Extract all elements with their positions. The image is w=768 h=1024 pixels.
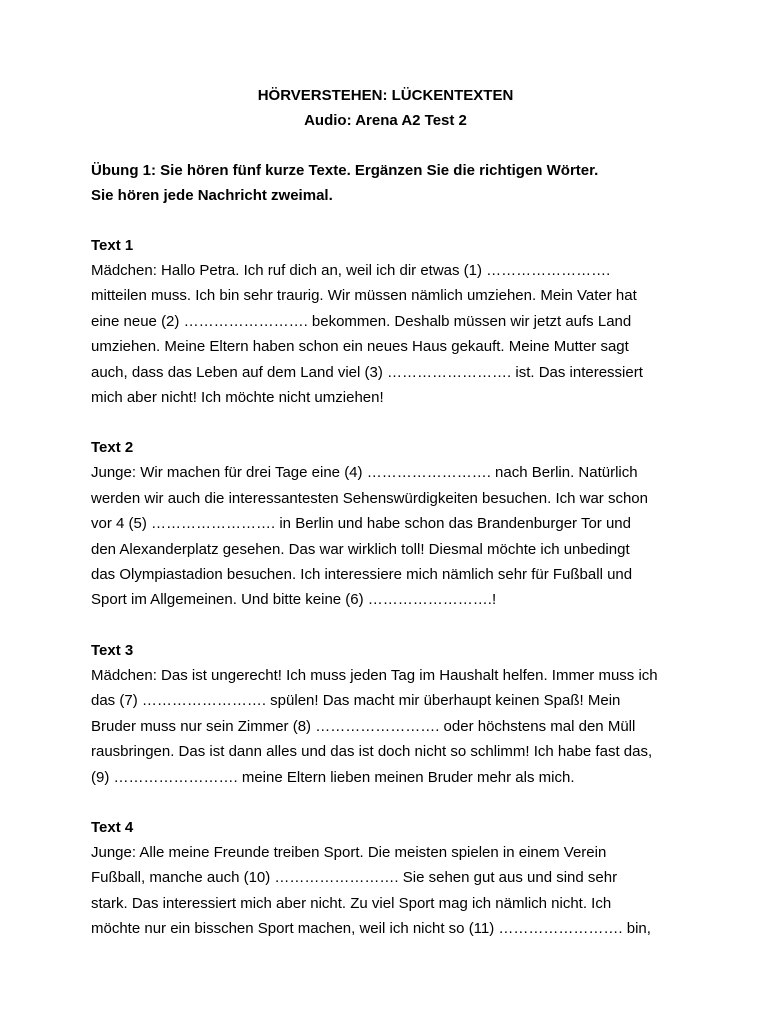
text-line: werden wir auch die interessantesten Sehenswürdigkeiten besuchen. Ich war schon — [91, 489, 648, 507]
text-line: umziehen. Meine Eltern haben schon ein neues Haus gekauft. Meine Mutter sagt — [91, 338, 629, 356]
text-line: (9) ……………………. meine Eltern lieben meinen Bruder mehr als mich. — [91, 768, 575, 786]
text-line: den Alexanderplatz gesehen. Das war wirklich toll! Diesmal möchte ich unbedingt — [91, 540, 630, 558]
text-line: mitteilen muss. Ich bin sehr traurig. Wir müssen nämlich umziehen. Mein Vater hat — [91, 287, 637, 305]
text-section-1 — [91, 233, 680, 410]
page-title: HÖRVERSTEHEN: LÜCKENTEXTEN — [257, 87, 514, 104]
text-line: Bruder muss nur sein Zimmer (8) ……………………. oder höchstens mal den Müll — [91, 717, 636, 735]
text-line: eine neue (2) ……………………. bekommen. Deshalb müssen wir jetzt aufs Land — [91, 312, 632, 330]
section-title: Text 4 — [91, 818, 134, 836]
page-subtitle: Audio: Arena A2 Test 2 — [304, 112, 467, 129]
text-line: Sport im Allgemeinen. Und bitte keine (6) …………………….! — [91, 591, 497, 609]
text-line: Junge: Wir machen für drei Tage eine (4) ……………………. nach Berlin. Natürlich — [91, 464, 638, 482]
text-section-2 — [91, 435, 680, 612]
instruction-line: Sie hören jede Nachricht zweimal. — [91, 187, 333, 204]
text-section-4 — [91, 815, 680, 942]
section-title: Text 2 — [91, 439, 134, 457]
text-line: Junge: Alle meine Freunde treiben Sport. Die meisten spielen in einem Verein — [91, 843, 607, 861]
text-line: auch, dass das Leben auf dem Land viel (3) ……………………. ist. Das interessiert — [91, 363, 643, 381]
exercise-instruction — [91, 158, 680, 208]
text-line: Mädchen: Hallo Petra. Ich ruf dich an, weil ich dir etwas (1) ……………………. — [91, 262, 611, 279]
text-line: möchte nur ein bisschen Sport machen, weil ich nicht so (11) ……………………. bin, — [91, 920, 651, 938]
text-line: stark. Das interessiert mich aber nicht. Zu viel Sport mag ich nämlich nicht. Ich — [91, 894, 612, 912]
section-title: Text 1 — [91, 237, 134, 254]
text-line: rausbringen. Das ist dann alles und das ist doch nicht so schlimm! Ich habe fast das, — [91, 743, 653, 761]
text-line: Fußball, manche auch (10) ……………………. Sie sehen gut aus und sind sehr — [91, 869, 618, 887]
text-line: mich aber nicht! Ich möchte nicht umziehen! — [91, 389, 384, 407]
text-line: das Olympiastadion besuchen. Ich interessiere mich nämlich sehr für Fußball und — [91, 566, 633, 584]
text-section-3 — [91, 638, 680, 790]
text-line: das (7) ……………………. spülen! Das macht mir überhaupt keinen Spaß! Mein — [91, 692, 621, 710]
text-line: vor 4 (5) ……………………. in Berlin und habe schon das Brandenburger Tor und — [91, 515, 631, 533]
section-title: Text 3 — [91, 641, 134, 659]
instruction-line: Übung 1: Sie hören fünf kurze Texte. Ergänzen Sie die richtigen Wörter. — [91, 162, 599, 179]
text-line: Mädchen: Das ist ungerecht! Ich muss jeden Tag im Haushalt helfen. Immer muss ich — [91, 666, 658, 684]
